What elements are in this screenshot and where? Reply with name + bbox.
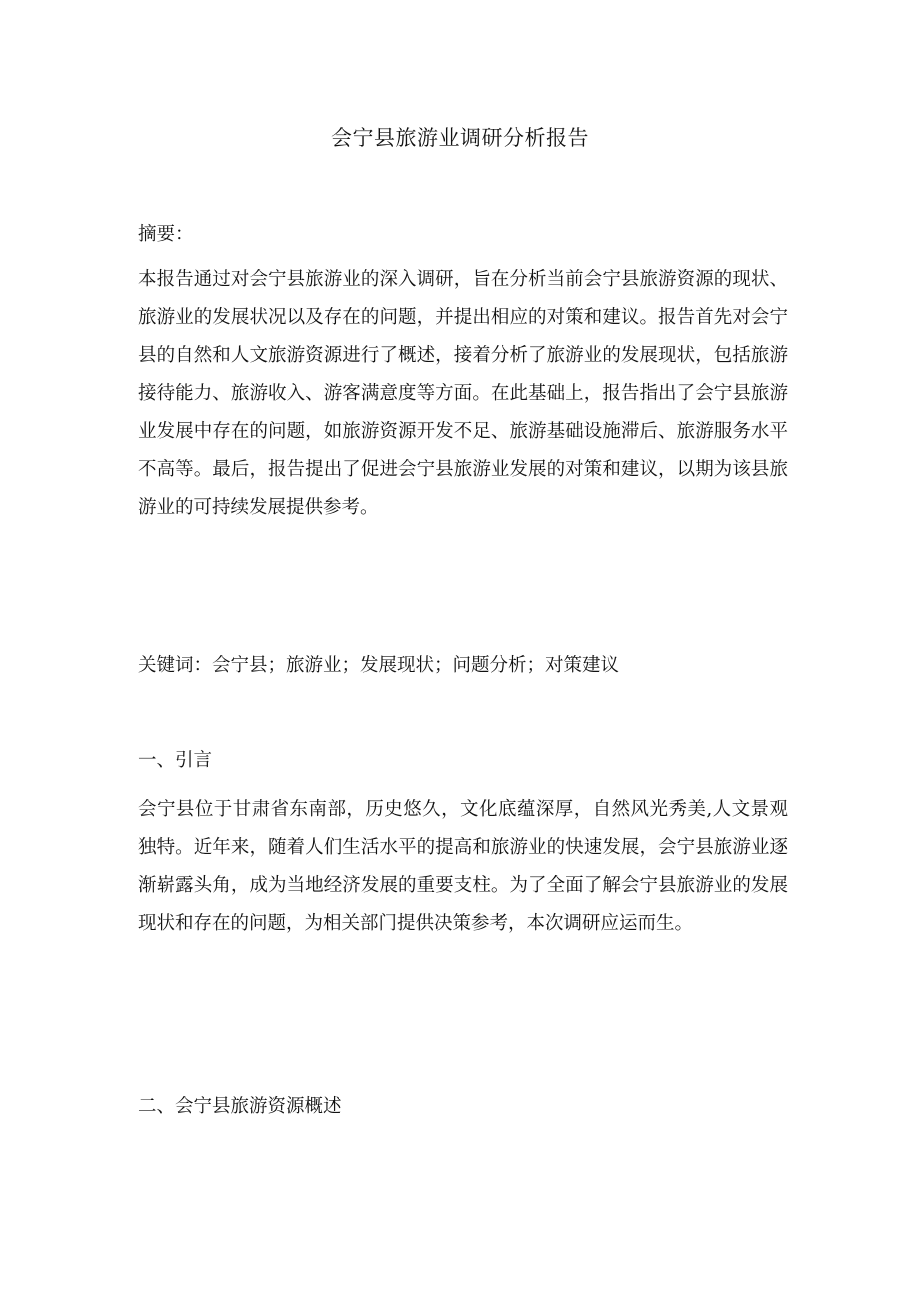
section-heading-introduction: 一、引言 — [138, 750, 213, 771]
abstract-label: 摘要： — [138, 224, 194, 245]
document-title: 会宁县旅游业调研分析报告 — [331, 126, 589, 150]
abstract-paragraph: 本报告通过对会宁县旅游业的深入调研，旨在分析当前会宁县旅游资源的现状、旅游业的发展状况以及存在的问题，并提出相应的对策和建议。报告首先对会宁县的自然和人文旅游资源进行了概述，接着分析了旅游业的发展现状，包括旅游接待能力、旅游收入、游客满意度等方面。在此基础上，报告指出了会宁县旅游业发展中存在的问题，如旅游资源开发不足、旅游基础设施滞后、旅游服务水平不高等。最后，报告提出了促进会宁县旅游业发展的对策和建议，以期为该县旅游业的可持续发展提供参考。 — [138, 269, 788, 518]
keywords-line: 关键词：会宁县；旅游业；发展现状；问题分析；对策建议 — [138, 655, 620, 676]
section-paragraph-introduction: 会宁县位于甘肃省东南部，历史悠久，文化底蕴深厚，自然风光秀美,人文景观独特。近年来，随着人们生活水平的提高和旅游业的快速发展，会宁县旅游业逐渐崭露头角，成为当地经济发展的重要支柱。为了全面了解会宁县旅游业的发展现状和存在的问题，为相关部门提供决策参考，本次调研应运而生。 — [138, 799, 788, 934]
section-heading-resources-overview: 二、会宁县旅游资源概述 — [138, 1096, 342, 1117]
